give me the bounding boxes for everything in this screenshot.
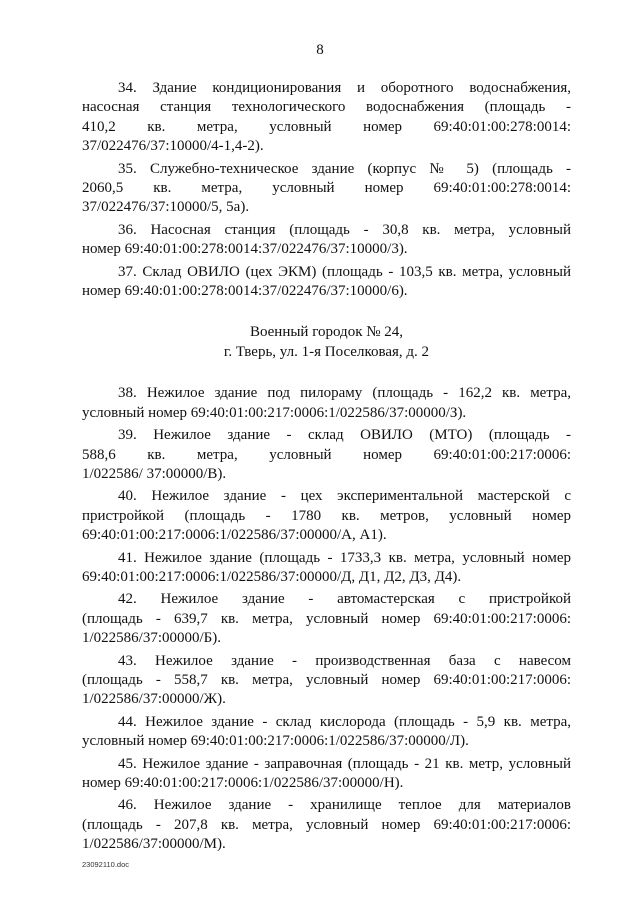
property-item — [82, 160, 571, 218]
property-list-section-b — [82, 384, 571, 854]
property-item-line: 42. Нежилое здание - автомастерская с пристройкой — [118, 591, 571, 608]
property-item-line: номер 69:40:01:00:278:0014:37/022476/37:10000/6). — [82, 283, 408, 300]
property-item-line: 44. Нежилое здание - склад кислорода (площадь - 5,9 кв. метра, — [118, 713, 571, 730]
page-number: 8 — [316, 42, 324, 58]
property-item — [82, 79, 571, 157]
property-item — [82, 487, 571, 545]
property-item-line: 1/022586/37:00000/М). — [82, 836, 226, 853]
property-item-line: 2060,5 кв. метра, условный номер 69:40:01:00:278:0014: — [82, 180, 571, 197]
property-item-line: 36. Насосная станция (площадь - 30,8 кв. метра, условный — [118, 221, 571, 238]
property-list-section-a — [82, 79, 571, 301]
property-item-line: 1/022586/37:00000/Ж). — [82, 691, 226, 708]
property-item-line: номер 69:40:01:00:278:0014:37/022476/37:10000/3). — [82, 241, 408, 258]
property-item — [82, 590, 571, 648]
property-item-line: 410,2 кв. метра, условный номер 69:40:01:00:278:0014: — [82, 118, 571, 135]
property-item — [82, 549, 571, 588]
property-item-line: 40. Нежилое здание - цех экспериментальной мастерской с — [118, 488, 571, 505]
section-heading — [82, 323, 571, 362]
property-item-line: 35. Служебно-техническое здание (корпус № 5) (площадь - — [118, 160, 571, 177]
document-body — [82, 79, 571, 858]
property-item-line: 45. Нежилое здание - заправочная (площадь - 21 кв. метр, условный — [118, 755, 571, 772]
property-item — [82, 263, 571, 302]
property-item-line: условный номер 69:40:01:00:217:0006:1/022586/37:00000/Л). — [82, 733, 469, 750]
property-item-line: 37/022476/37:10000/4-1,4-2). — [82, 138, 264, 155]
section-heading-line-2: г. Тверь, ул. 1-я Поселковая, д. 2 — [223, 343, 430, 360]
property-item-line: 34. Здание кондиционирования и оборотного водоснабжения, — [118, 80, 571, 96]
property-item-line: 46. Нежилое здание - хранилище теплое для материалов — [118, 797, 571, 814]
property-item — [82, 652, 571, 710]
property-item-line: (площадь - 639,7 кв. метра, условный номер 69:40:01:00:217:0006: — [82, 610, 571, 627]
property-item — [82, 796, 571, 854]
property-item-line: условный номер 69:40:01:00:217:0006:1/022586/37:00000/З). — [82, 404, 467, 421]
property-item — [82, 755, 571, 794]
property-item-line: 37/022476/37:10000/5, 5а). — [82, 199, 250, 216]
section-heading-line-1: Военный городок № 24, — [249, 324, 404, 341]
property-item-line: 69:40:01:00:217:0006:1/022586/37:00000/А, А1). — [82, 527, 387, 544]
property-item-line: 1/022586/ 37:00000/В). — [82, 465, 227, 482]
property-item-line: (площадь - 558,7 кв. метра, условный номер 69:40:01:00:217:0006: — [82, 671, 571, 688]
property-item — [82, 384, 571, 423]
property-item-line: пристройкой (площадь - 1780 кв. метров, условный номер — [82, 507, 571, 524]
property-item-line: номер 69:40:01:00:217:0006:1/022586/37:00000/Н). — [82, 775, 404, 791]
property-item — [82, 713, 571, 752]
property-item-line: 588,6 кв. метра, условный номер 69:40:01:00:217:0006: — [82, 446, 571, 463]
property-item-line: насосная станция технологического водоснабжения (площадь - — [82, 99, 571, 116]
property-item-line: (площадь - 207,8 кв. метра, условный номер 69:40:01:00:217:0006: — [82, 816, 571, 833]
property-item-line: 43. Нежилое здание - производственная база с навесом — [118, 652, 571, 669]
property-item-line: 1/022586/37:00000/Б). — [82, 630, 222, 647]
property-item-line: 41. Нежилое здание (площадь - 1733,3 кв. метра, условный номер — [118, 549, 571, 566]
property-item-line: 37. Склад ОВИЛО (цех ЭКМ) (площадь - 103,5 кв. метра, условный — [118, 263, 571, 280]
property-item-line: 39. Нежилое здание - склад ОВИЛО (МТО) (площадь - — [118, 427, 571, 444]
property-item-line: 69:40:01:00:217:0006:1/022586/37:00000/Д, Д1, Д2, Д3, Д4). — [82, 568, 462, 585]
property-item — [82, 221, 571, 260]
property-item — [82, 426, 571, 484]
property-item-line: 38. Нежилое здание под пилораму (площадь - 162,2 кв. метра, — [118, 385, 571, 402]
footer-filename: 23092110.doc — [82, 860, 129, 869]
